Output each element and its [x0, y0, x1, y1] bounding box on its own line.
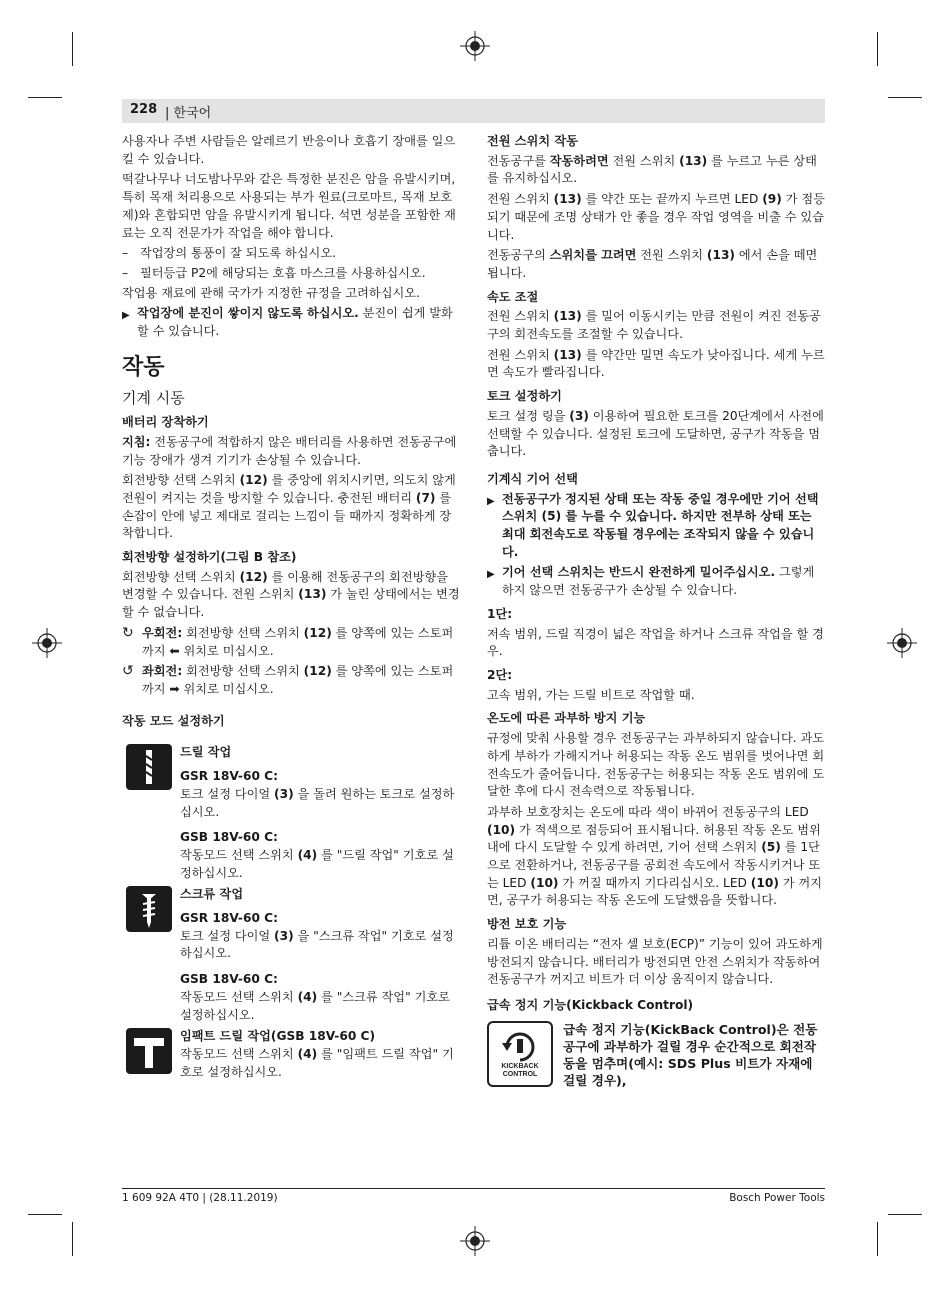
- list-item: – 필터등급 P2에 해당되는 호흡 마스크를 사용하십시오.: [122, 265, 426, 280]
- svg-text:KICKBACK: KICKBACK: [501, 1062, 539, 1070]
- header-band: [122, 99, 825, 123]
- model-label: GSB 18V-60 C:: [180, 972, 278, 987]
- heading: 작동 모드 설정하기: [122, 713, 225, 728]
- heading: 전원 스위치 작동: [487, 134, 578, 148]
- list-item: – 작업장의 통풍이 잘 되도록 하십시오.: [122, 246, 336, 261]
- heading: 온도에 따른 과부하 방지 기능: [487, 711, 646, 726]
- paragraph: 토크 설정 링을 (3) 이용하여 필요한 토크를 20단계에서 사전에 선택할 수 있습니다. 설정된 토크에 도달하면, 공구가 작동을 멈춥니다.: [487, 408, 824, 459]
- paragraph: 회전방향 선택 스위치 (12) 를 중앙에 위치시키면, 의도치 않게 전원이 켜지는 것을 방지할 수 있습니다. 충전된 배터리 (7) 를 손잡이 안에 넣고 제대로 걸리는 느낌이 들 때까지 정확하게 장착합니다.: [122, 473, 456, 541]
- heading: 급속 정지 기능(Kickback Control): [487, 997, 694, 1012]
- left-column: [122, 133, 462, 1085]
- mode-impact: [122, 1028, 462, 1081]
- kickback-text: 급속 정지 기능(KickBack Control)은 전동공구에 과부하가 걸릴 경우 순간적으로 회전작동을 멈추며(예시: SDS Plus 비트가 자재에 걸릴 경우),: [563, 1021, 818, 1088]
- crop-mark: [28, 1214, 62, 1215]
- mode-title: 드릴 작업: [180, 745, 232, 760]
- model-label: GSR 18V-60 C:: [180, 911, 278, 926]
- footer-rule: [122, 1188, 825, 1189]
- paragraph: 규정에 맞춰 사용할 경우 전동공구는 과부하되지 않습니다. 과도하게 부하가 가해지거나 허용되는 작동 온도 범위를 벗어나면 회전속도가 줄어듭니다. 전동공구는 허용되는 작동 온도 범위에 도달한 후에 다시 전속력으로 작동됩니다.: [487, 731, 825, 799]
- section-title: 작동: [122, 354, 165, 380]
- mode-drill: [122, 744, 462, 882]
- crop-mark: [72, 1222, 73, 1256]
- paragraph: 고속 범위, 가는 드릴 비트로 작업할 때.: [487, 687, 695, 702]
- registration-mark-icon: [460, 31, 490, 61]
- rotate-left-icon: ↺: [122, 663, 134, 680]
- heading: 방전 보호 기능: [487, 917, 567, 932]
- mode-title: 임팩트 드릴 작업(GSB 18V-60 C): [180, 1029, 376, 1044]
- crop-mark: [72, 32, 73, 66]
- heading: 속도 조절: [487, 289, 539, 304]
- mode-text: 토크 설정 다이얼 (3) 을 "스크류 작업" 기호로 설정하십시오.: [180, 928, 454, 961]
- bullet-triangle-icon: ▶: [122, 310, 130, 322]
- model-label: GSR 18V-60 C:: [180, 769, 278, 784]
- crop-mark: [877, 32, 878, 66]
- mode-text: 작동모드 선택 스위치 (4) 를 "드릴 작업" 기호로 설정하십시오.: [180, 847, 454, 880]
- subsection-title: 기계 시동: [122, 389, 185, 408]
- rotate-right-icon: ↻: [122, 624, 134, 641]
- crop-mark: [888, 1214, 922, 1215]
- crop-mark: [877, 1222, 878, 1256]
- heading: 기계식 기어 선택: [487, 471, 578, 486]
- paragraph: 전원 스위치 (13) 를 밀어 이동시키는 만큼 전원이 켜진 전동공구의 회전속도를 조절할 수 있습니다.: [487, 309, 821, 342]
- heading: 회전방향 설정하기(그림 B 참조): [122, 550, 297, 565]
- model-label: GSB 18V-60 C:: [180, 830, 278, 845]
- direction-left-item: ↺ 좌회전: 회전방향 선택 스위치 (12) 를 양쪽에 있는 스토퍼까지 ➡ 위치로 미십시오.: [122, 663, 462, 698]
- mode-text: 작동모드 선택 스위치 (4) 를 "임팩트 드릴 작업" 기호로 설정하십시오.: [180, 1046, 454, 1079]
- bullet-triangle-icon: ▶: [487, 569, 495, 581]
- paragraph: 과부하 보호장치는 온도에 따라 색이 바뀌어 전동공구의 LED (10) 가 적색으로 점등되어 표시됩니다. 허용된 작동 온도 범위 내에 다시 도달할 수 있게 하려면, 기어 선택 스위치 (5) 를 1단으로 전환하거나, 전동공구를 공회전 속도에서 작동시키거나 또는 LED (10) 가 꺼질 때까지 기다리십시오. LED (10) 가 꺼지면, 공구가 허용되는 작동 온도에 도달했음을 뜻합니다.: [487, 804, 822, 908]
- kickback-control-icon: [487, 1021, 553, 1087]
- warning-item: ▶ 전동공구가 정지된 상태 또는 작동 중일 경우에만 기어 선택 스위치 (5) 를 누를 수 있습니다. 하지만 전부하 상태 또는 최대 회전속도로 작동될 경우에는 조작되지 않을 수 있습니다.: [487, 491, 825, 562]
- direction-right-item: ↻ 우회전: 회전방향 선택 스위치 (12) 를 양쪽에 있는 스토퍼까지 ⬅ 위치로 미십시오.: [122, 625, 462, 660]
- gear-label: 2단:: [487, 667, 513, 682]
- screw-icon: [126, 886, 172, 932]
- mode-screw: [122, 886, 462, 1024]
- heading: 배터리 장착하기: [122, 415, 209, 430]
- right-column: [487, 133, 825, 1089]
- paragraph: 저속 범위, 드릴 직경이 넓은 작업을 하거나 스크류 작업을 할 경우.: [487, 626, 824, 659]
- note: 지침: 전동공구에 적합하지 않은 배터리를 사용하면 전동공구에 기능 장애가 생겨 기기가 손상될 수 있습니다.: [122, 434, 457, 467]
- paragraph: 전동공구의 스위치를 끄려면 전원 스위치 (13) 에서 손을 떼면 됩니다.: [487, 248, 818, 280]
- bullet-triangle-icon: ▶: [487, 495, 495, 507]
- svg-text:CONTROL: CONTROL: [502, 1070, 538, 1078]
- mode-title: 스크류 작업: [180, 887, 244, 902]
- mode-text: 작동모드 선택 스위치 (4) 를 "스크류 작업" 기호로 설정하십시오.: [180, 989, 450, 1022]
- document-number: 1 609 92A 4T0 | (28.11.2019): [122, 1192, 278, 1204]
- gear-label: 1단:: [487, 606, 513, 621]
- heading: 토크 설정하기: [487, 389, 562, 404]
- paragraph: 전동공구를 작동하려면 전원 스위치 (13) 를 누르고 누른 상태를 유지하십시오.: [487, 153, 817, 186]
- crop-mark: [28, 97, 62, 98]
- paragraph: 전원 스위치 (13) 를 약간만 밀면 속도가 낮아집니다. 세게 누르면 속도가 빨라집니다.: [487, 347, 825, 380]
- paragraph: 떡갈나무나 너도밤나무와 같은 특정한 분진은 암을 유발시키며, 특히 목재 처리용으로 사용되는 부가 원료(크로마트, 목재 보호제)와 혼합되면 암을 유발시키게 됩니다. 석면 성분을 포함한 재료는 오직 전문가가 작업을 해야 합니다.: [122, 172, 456, 240]
- paragraph: 사용자나 주변 사람들은 알레르기 반응이나 호흡기 장애를 일으킬 수 있습니다.: [122, 134, 456, 166]
- warning-item: ▶ 작업장에 분진이 쌓이지 않도록 하십시오. 분진이 쉽게 발화할 수 있습니다.: [122, 305, 462, 340]
- page-language: | 한국어: [165, 106, 212, 121]
- registration-mark-icon: [32, 628, 62, 658]
- registration-mark-icon: [460, 1226, 490, 1256]
- page-number: 228: [130, 102, 158, 117]
- mode-text: 토크 설정 다이얼 (3) 을 돌려 원하는 토크로 설정하십시오.: [180, 786, 455, 819]
- registration-mark-icon: [887, 628, 917, 658]
- paragraph: 리튬 이온 배터리는 “전자 셀 보호(ECP)” 기능이 있어 과도하게 방전되지 않습니다. 배터리가 방전되면 안전 스위치가 작동하여 전동공구가 꺼지고 비트가 더 이상 움직이지 않습니다.: [487, 936, 823, 987]
- drill-bit-icon: [126, 744, 172, 790]
- brand-footer: Bosch Power Tools: [729, 1192, 825, 1204]
- warning-item: ▶ 기어 선택 스위치는 반드시 완전하게 밀어주십시오. 그렇게 하지 않으면 전동공구가 손상될 수 있습니다.: [487, 564, 825, 599]
- paragraph: 작업용 재료에 관해 국가가 지정한 규정을 고려하십시오.: [122, 285, 420, 300]
- kickback-block: [487, 1021, 825, 1089]
- paragraph: 회전방향 선택 스위치 (12) 를 이용해 전동공구의 회전방향을 변경할 수 있습니다. 전원 스위치 (13) 가 눌린 상태에서는 변경할 수 없습니다.: [122, 569, 460, 620]
- hammer-icon: [126, 1028, 172, 1074]
- crop-mark: [888, 97, 922, 98]
- paragraph: 전원 스위치 (13) 를 약간 또는 끝까지 누르면 LED (9) 가 점등되기 때문에 조명 상태가 안 좋을 경우 작업 영역을 비출 수 있습니다.: [487, 192, 825, 242]
